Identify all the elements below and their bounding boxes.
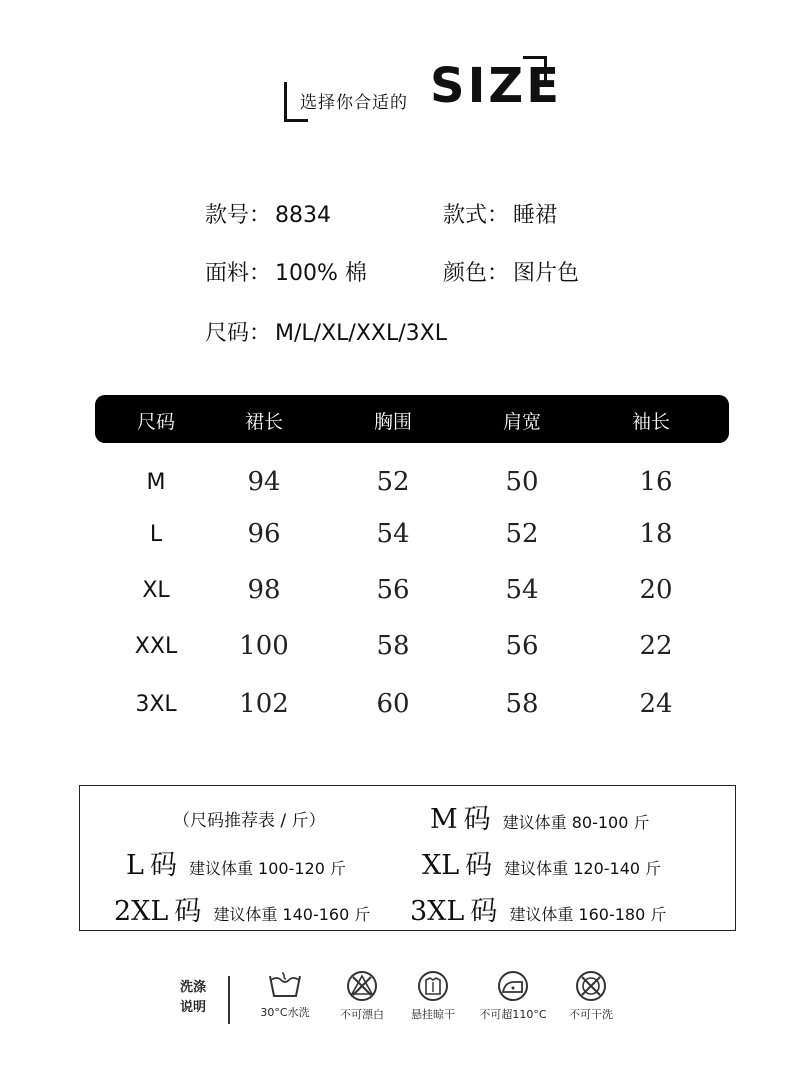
care-item [556,970,626,1022]
recommendation-item [126,843,346,882]
header-title: SIZE [430,58,563,114]
table-cell: 52 [505,519,539,549]
model-value: 8834 [275,203,332,228]
wash-30-icon [268,970,302,1000]
table-cell: 56 [505,631,539,661]
fabric-info [205,256,367,287]
recommendation-item [430,797,650,836]
recommendation-item [114,889,370,928]
header-subtitle: 选择你合适的 [300,93,408,113]
fabric-value: 100% 棉 [275,261,367,286]
rec-size: 3XL [410,896,465,927]
recommendation-item [422,843,661,882]
table-cell: 50 [505,467,539,497]
no-bleach-icon [345,970,379,1002]
rec-weight: 建议体重 120-140 斤 [504,859,662,878]
care-divider [228,976,230,1024]
table-cell: L [149,522,163,547]
recommendation-item [410,889,666,928]
color-value: 图片色 [513,261,580,286]
care-text: 悬挂晾干 [411,1008,455,1021]
rec-weight: 建议体重 100-120 斤 [188,859,346,878]
table-cell: 94 [247,467,281,497]
rec-size: L [126,850,144,881]
header-sleeve: 袖长 [631,411,670,433]
rec-weight: 建议体重 160-180 斤 [509,905,667,924]
table-cell: 22 [639,631,673,661]
table-cell: 60 [376,689,410,719]
table-cell: 58 [376,631,410,661]
table-cell: 56 [376,575,410,605]
no-dry-clean-icon [574,970,608,1002]
rec-ma: 码 [174,896,202,927]
table-cell: 102 [239,689,289,719]
style-value: 睡裙 [513,203,558,228]
color-info [443,256,579,287]
rec-ma: 码 [149,850,177,881]
rec-ma: 码 [463,804,491,835]
model-label: 款号： [205,203,272,228]
table-cell: 20 [639,575,673,605]
care-item [398,970,468,1022]
sizes-label: 尺码： [205,321,272,346]
table-cell: XXL [134,634,178,659]
table-cell: 54 [505,575,539,605]
care-text: 不可超110°C [479,1008,547,1021]
rec-ma: 码 [465,850,493,881]
care-text: 不可干洗 [569,1008,613,1021]
size-table-header [95,395,729,443]
table-cell: M [146,470,166,495]
rec-size: XL [422,850,460,881]
table-cell: 16 [639,467,673,497]
header-dress-length: 裙长 [244,411,283,433]
table-cell: 98 [247,575,281,605]
care-label: 洗涤说明 [180,980,207,1015]
table-cell: 24 [639,689,673,719]
table-cell: 54 [376,519,410,549]
rec-size: 2XL [114,896,169,927]
care-text: 不可漂白 [340,1008,384,1021]
table-cell: 3XL [135,692,177,717]
table-cell: 96 [247,519,281,549]
table-cell: 58 [505,689,539,719]
table-cell: 52 [376,467,410,497]
table-cell: XL [142,578,170,603]
rec-ma: 码 [470,896,498,927]
recommendation-title: （尺码推荐表 / 斤） [173,811,326,831]
rec-size: M [430,804,458,835]
care-item [250,970,320,1020]
style-info [443,198,557,229]
care-text: 30°C水洗 [260,1006,310,1019]
header-size: 尺码 [136,411,175,433]
table-cell: 18 [639,519,673,549]
care-item [327,970,397,1022]
rec-weight: 建议体重 80-100 斤 [502,813,650,832]
table-cell: 100 [239,631,289,661]
iron-max-110-icon [496,970,530,1002]
fabric-label: 面料： [205,261,272,286]
sizes-info [205,316,447,347]
hang-dry-icon [416,970,450,1002]
care-item [478,970,548,1022]
model-info [205,198,331,229]
style-label: 款式： [443,203,510,228]
rec-weight: 建议体重 140-160 斤 [213,905,371,924]
color-label: 颜色： [443,261,510,286]
sizes-value: M/L/XL/XXL/3XL [275,321,447,346]
header-bust: 胸围 [373,411,412,433]
header-shoulder: 肩宽 [502,411,541,433]
